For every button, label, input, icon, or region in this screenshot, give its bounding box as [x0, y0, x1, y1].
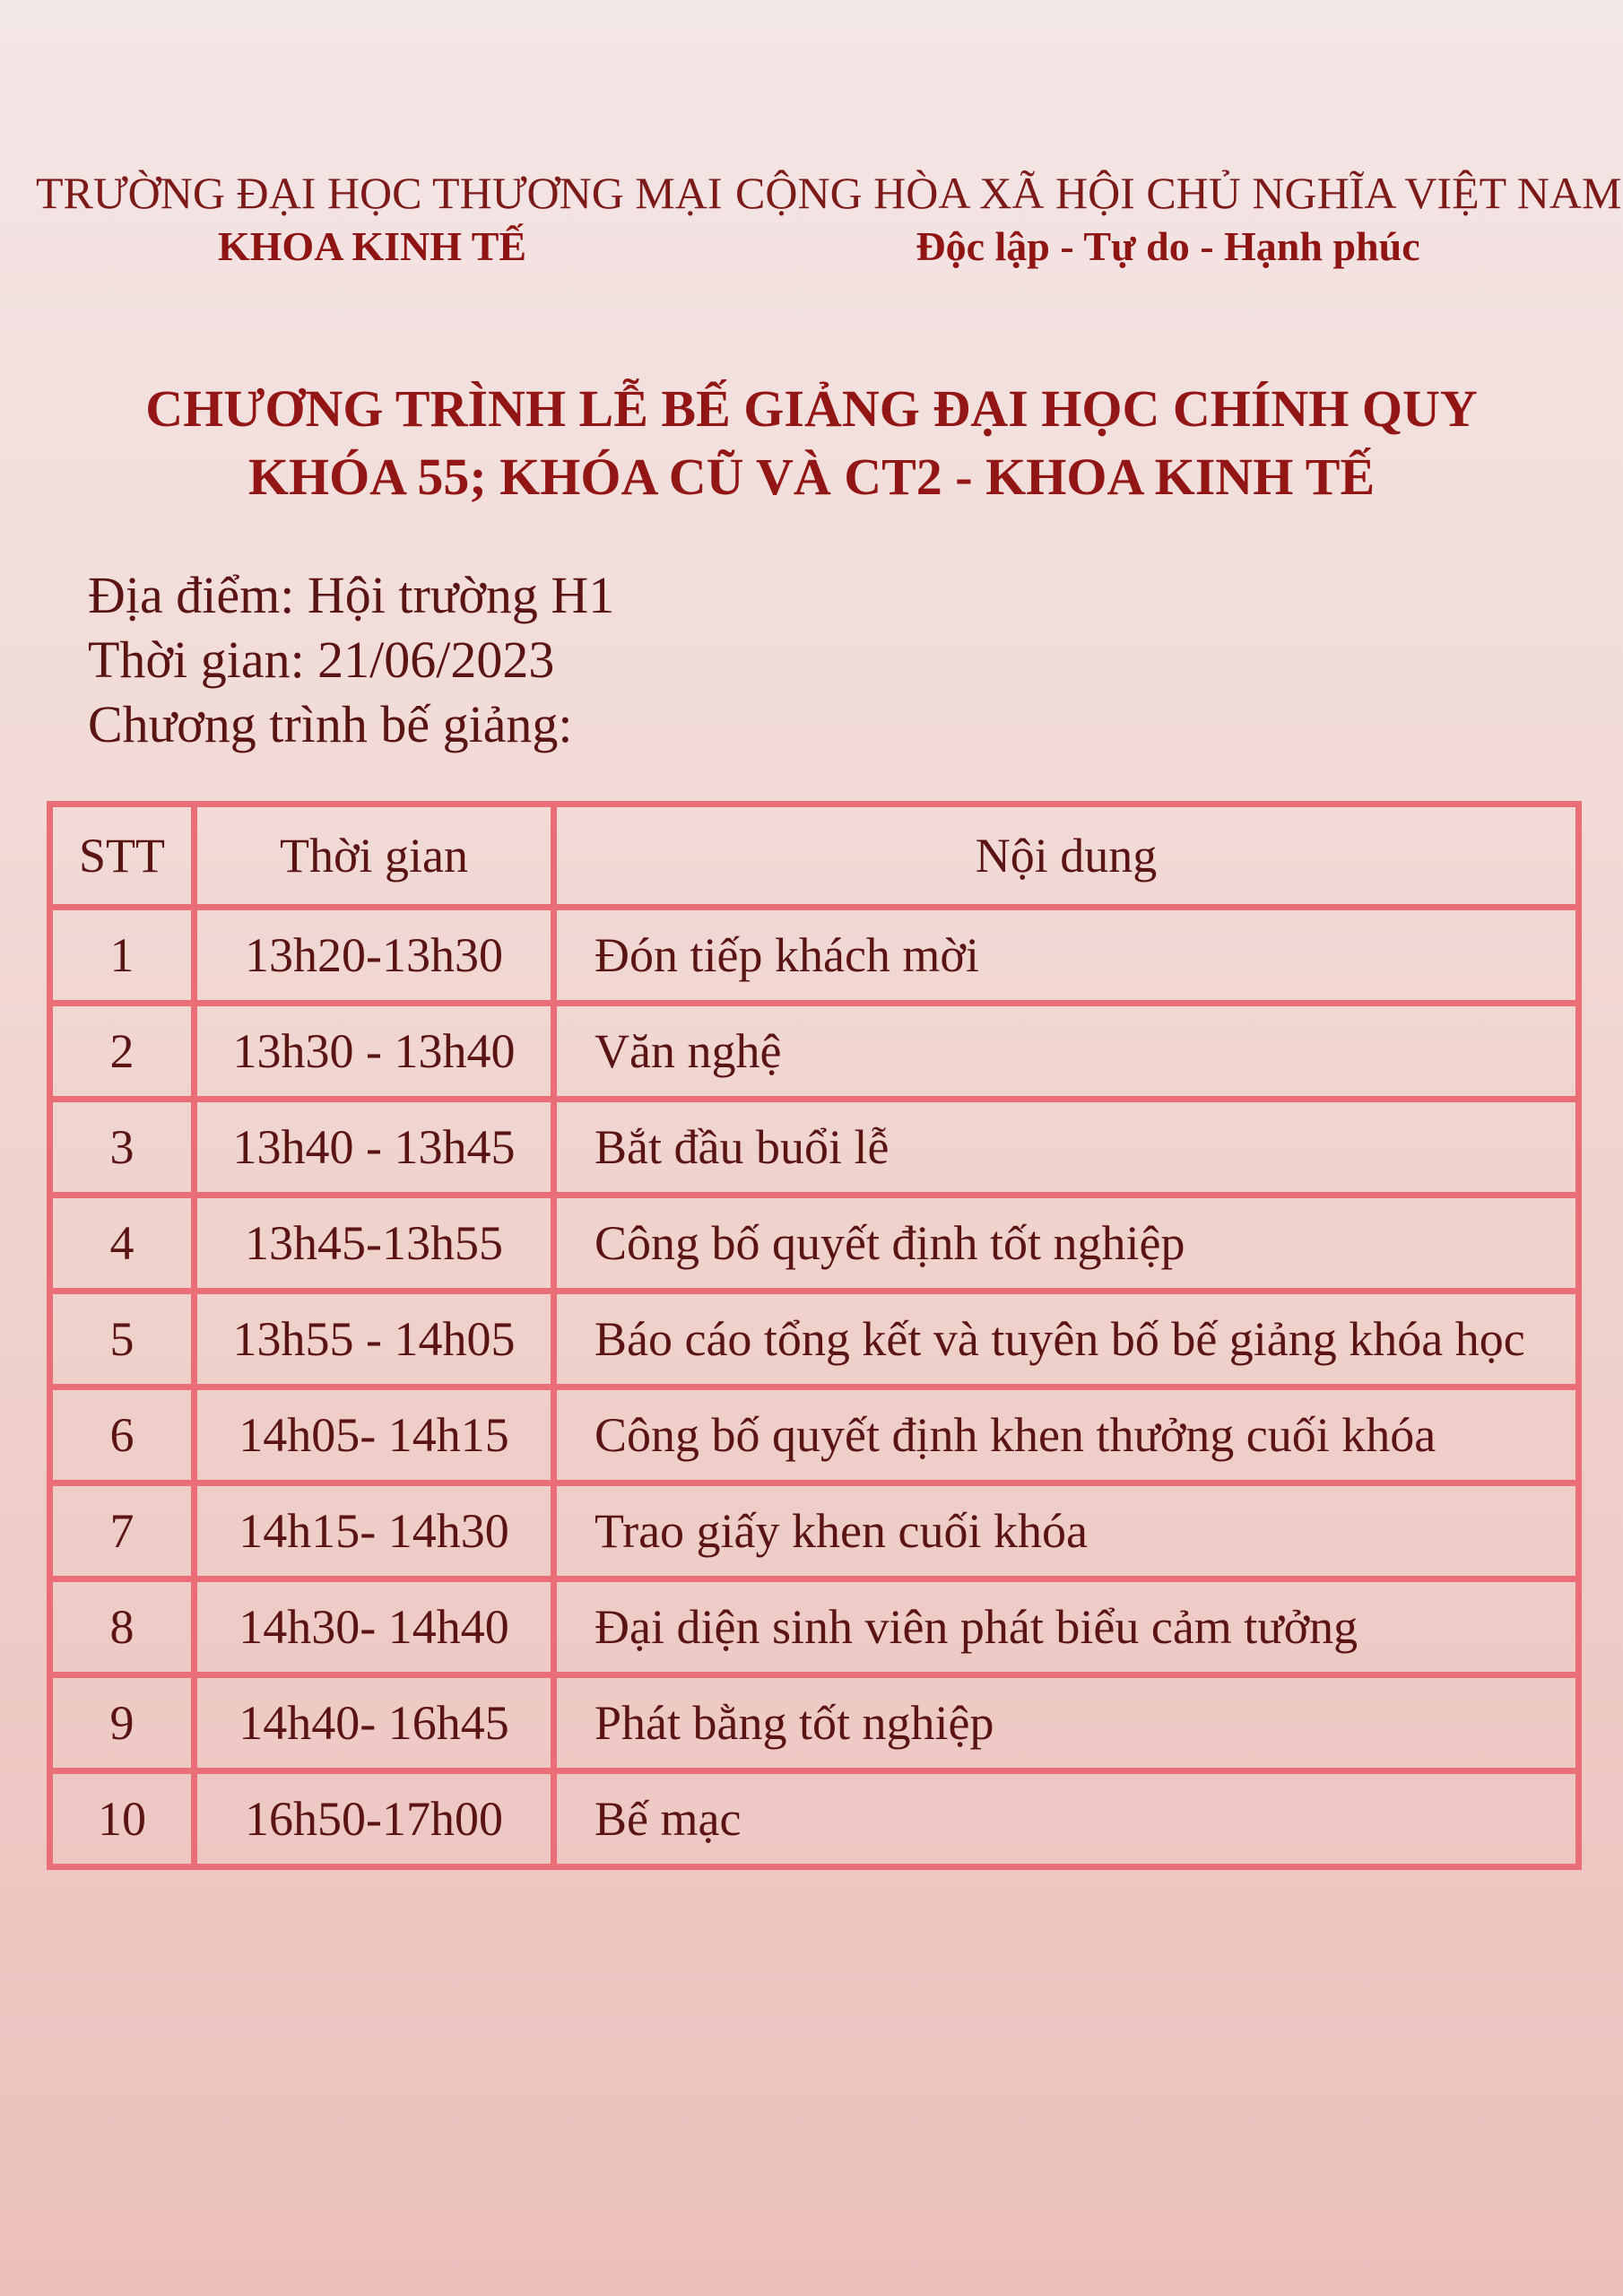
table-row	[50, 1196, 1579, 1292]
row-stt: 3	[50, 1100, 195, 1196]
event-info	[88, 563, 614, 757]
row-content: Công bố quyết định tốt nghiệp	[554, 1196, 1579, 1292]
table-row	[50, 1579, 1579, 1675]
date-text: Thời gian: 21/06/2023	[88, 631, 555, 689]
row-time: 14h05- 14h15	[195, 1387, 554, 1483]
university-name: TRƯỜNG ĐẠI HỌC THƯƠNG MẠI	[36, 168, 723, 218]
title-line-2: KHÓA 55; KHÓA CŨ VÀ CT2 - KHOA KINH TẾ	[247, 448, 1376, 506]
title-line-1: CHƯƠNG TRÌNH LỄ BẾ GIẢNG ĐẠI HỌC CHÍNH QUY	[145, 379, 1478, 438]
table-header-row	[50, 804, 1579, 908]
table-row	[50, 1483, 1579, 1579]
header-right	[735, 166, 1622, 274]
row-time: 13h30 - 13h40	[195, 1004, 554, 1100]
table-row	[50, 1292, 1579, 1387]
table-row	[50, 1100, 1579, 1196]
table-row	[50, 1771, 1579, 1867]
header-time: Thời gian	[195, 804, 554, 908]
row-stt: 7	[50, 1483, 195, 1579]
row-time: 13h20-13h30	[195, 908, 554, 1004]
row-stt: 2	[50, 1004, 195, 1100]
row-stt: 6	[50, 1387, 195, 1483]
header-content: Nội dung	[554, 804, 1579, 908]
program-label: Chương trình bế giảng:	[88, 695, 573, 753]
faculty-name: KHOA KINH TẾ	[217, 223, 527, 269]
header-stt: STT	[50, 804, 195, 908]
schedule-body	[50, 908, 1579, 1867]
row-stt: 1	[50, 908, 195, 1004]
schedule-table	[47, 801, 1582, 1870]
national-title: CỘNG HÒA XÃ HỘI CHỦ NGHĨA VIỆT NAM	[735, 168, 1622, 218]
row-time: 16h50-17h00	[195, 1771, 554, 1867]
table-row	[50, 1004, 1579, 1100]
row-stt: 5	[50, 1292, 195, 1387]
row-stt: 9	[50, 1675, 195, 1771]
row-time: 14h15- 14h30	[195, 1483, 554, 1579]
row-content: Trao giấy khen cuối khóa	[554, 1483, 1579, 1579]
location-text: Địa điểm: Hội trường H1	[88, 566, 615, 624]
table-row	[50, 908, 1579, 1004]
row-time: 13h45-13h55	[195, 1196, 554, 1292]
row-stt: 10	[50, 1771, 195, 1867]
table-row	[50, 1675, 1579, 1771]
row-stt: 8	[50, 1579, 195, 1675]
row-content: Phát bằng tốt nghiệp	[554, 1675, 1579, 1771]
row-time: 13h55 - 14h05	[195, 1292, 554, 1387]
national-motto: Độc lập - Tự do - Hạnh phúc	[916, 223, 1420, 269]
row-time: 13h40 - 13h45	[195, 1100, 554, 1196]
header-left	[36, 166, 723, 274]
row-content: Báo cáo tổng kết và tuyên bố bế giảng khóa học	[554, 1292, 1579, 1387]
row-content: Bế mạc	[554, 1771, 1579, 1867]
row-stt: 4	[50, 1196, 195, 1292]
row-content: Bắt đầu buổi lễ	[554, 1100, 1579, 1196]
document-title	[0, 375, 1623, 511]
row-content: Đón tiếp khách mời	[554, 908, 1579, 1004]
table-row	[50, 1387, 1579, 1483]
row-content: Văn nghệ	[554, 1004, 1579, 1100]
row-content: Công bố quyết định khen thưởng cuối khóa	[554, 1387, 1579, 1483]
row-time: 14h30- 14h40	[195, 1579, 554, 1675]
row-time: 14h40- 16h45	[195, 1675, 554, 1771]
row-content: Đại diện sinh viên phát biểu cảm tưởng	[554, 1579, 1579, 1675]
